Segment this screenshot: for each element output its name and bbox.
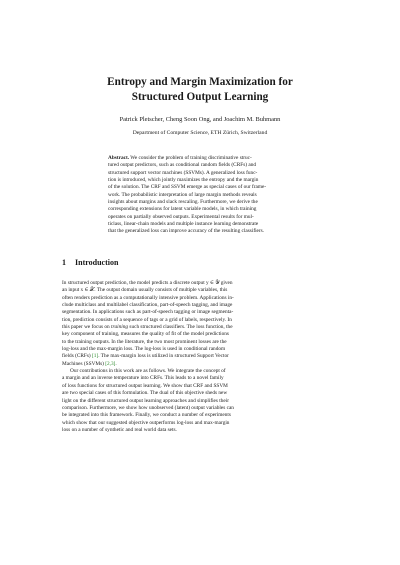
section-title: Introduction [75,258,119,267]
citation-link[interactable]: [2,3] [105,360,116,367]
body-line: light on the different structured output learning approaches and simplifies their [62,397,230,404]
abstract-line: of the solution. The CRF and SSVM emerge as special cases of our frame- [108,184,267,191]
body-line: be integrated into this framework. Finally, we conduct a number of experiments [62,412,231,419]
abstract-line: corresponding extensions for latent variable models, in which training [108,206,257,213]
section-heading [62,258,118,267]
body-line: an input x ∈ 𝒳. The output domain usually consists of multiple variables, this [62,287,228,294]
body-line: a margin and an inverse temperature into CRFs. This leads to a novel family [62,375,224,382]
paper-title [40,75,360,104]
body-line: are two special cases of this formulation. The dual of this objective sheds new [62,390,228,397]
affiliation: Department of Computer Science, ETH Zürich, Switzerland [132,130,268,136]
abstract-text: We consider the problem of training discriminative struc- [130,155,252,161]
body-line: Our contributions in this work are as follows. We integrate the concept of [70,368,226,375]
body-line: of loss functions for structured output learning. We show that CRF and SSVM [62,382,228,389]
body-line: key component of training, measures the quality of fit of the model predictions [62,331,229,338]
body-line: to the training outputs. In the literature, the two most prominent losses are the [62,338,227,345]
abstract-line: structured support vector machines (SSVMs). A generalized loss func- [108,169,258,176]
emphasis: training [110,324,129,331]
body-text: fields (CRFs) [62,353,93,360]
abstract-line: operates on partially observed outputs. Experimental results for mul- [108,213,254,220]
body-text: . The max-margin loss is utilized in structured Support Vector [98,353,229,360]
abstract-line: tion is introduced, which jointly maximizes the entropy and the margin [108,177,259,184]
body-line: In structured output prediction, the model predicts a discrete output y ∈ 𝒴 given [62,280,233,286]
citation-link[interactable]: [1] [92,353,99,360]
abstract-label: Abstract. [108,155,130,161]
title-line-2: Structured Output Learning [131,90,269,103]
body-line: loss on a number of synthetic and real world data sets. [62,426,177,433]
body-line: log-loss and the max-margin loss. The log-loss is used in conditional random [62,346,226,353]
abstract-line: insights about margins and slack rescaling. Furthermore, we derive the [108,199,258,206]
abstract-line: that the generalized loss can improve accuracy of the resulting classifiers. [108,228,265,235]
body-line: which show that our suggested objective outperforms log-loss and max-margin [62,419,230,426]
body-text: Machines (SSVMs) [62,360,106,367]
abstract-line: work. The probabilistic interpretation of large margin methods reveals [108,191,257,198]
section-number: 1 [62,258,66,267]
body-text: such structured classifiers. The loss function, the [128,324,233,331]
abstract-line: ticlass, linear-chain models and multiple instance learning demonstrate [108,221,259,228]
introduction-body [62,280,334,434]
body-line: segmentation. In applications such as part-of-speech tagging or image segmenta- [62,309,234,316]
body-line [62,353,334,360]
body-line: tion, prediction consists of a sequence of tags or a grid of labels, respectively. In [62,316,232,323]
body-line: comparison. Furthermore, we show how unobserved (latent) output variables can [62,404,234,411]
title-line-1: Entropy and Margin Maximization for [107,76,293,88]
body-text: this paper we focus on [62,324,111,331]
author-list: Patrick Pletscher, Cheng Soon Ong, and Joachim M. Buhmann [119,116,281,123]
body-line: clude multiclass and multilabel classification, part-of-speech tagging, and image [62,302,233,309]
abstract [108,155,294,236]
body-line: often renders prediction as a computationally intensive problem. Applications in- [62,294,234,301]
body-text: . [115,360,117,367]
abstract-line: tured output predictors, such as conditional random fields (CRFs) and [108,162,256,169]
